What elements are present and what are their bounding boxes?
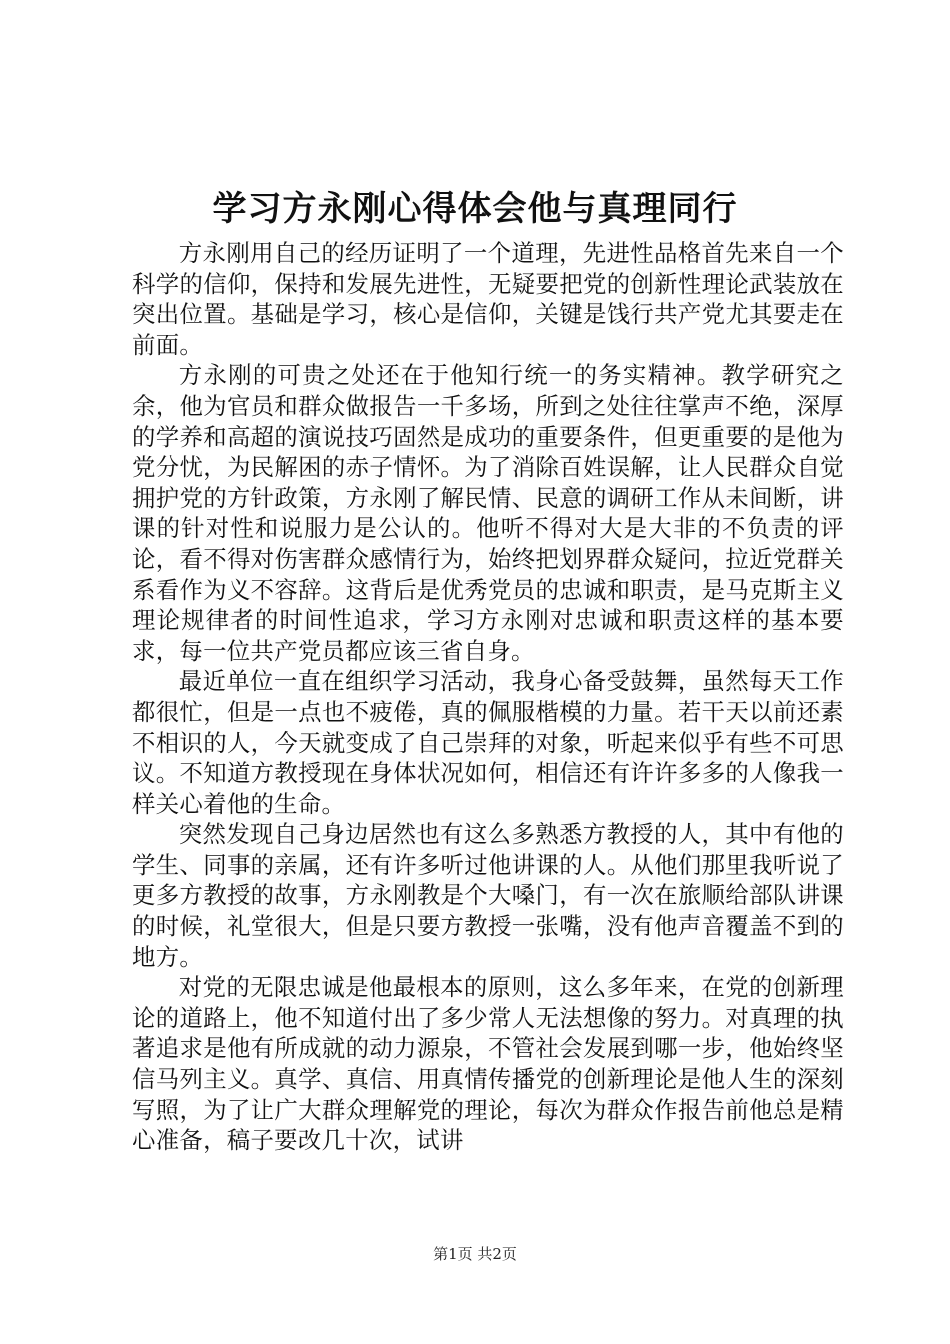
page-footer: 第1页 共2页 [433, 1245, 517, 1263]
paragraph-5: 对党的无限忠诚是他最根本的原则，这么多年来，在党的创新理论的道路上，他不知道付出了多少常人无法想像的努力。对真理的执著追求是他有所成就的动力源泉，不管社会发展到哪一步，他始终坚信马列主义。真学、真信、用真情传播党的创新理论是他人生的深刻写照，为了让广大群众理解党的理论，每次为群众作报告前他总是精心准备，稿子要改几十次，试讲 [132, 973, 844, 1155]
paragraph-4: 突然发现自己身边居然也有这么多熟悉方教授的人，其中有他的学生、同事的亲属，还有许多听过他讲课的人。从他们那里我听说了更多方教授的故事，方永刚教是个大嗓门，有一次在旅顺给部队讲课的时候，礼堂很大，但是只要方教授一张嘴，没有他声音覆盖不到的地方。 [132, 820, 844, 971]
paragraph-2: 方永刚的可贵之处还在于他知行统一的务实精神。教学研究之余，他为官员和群众做报告一千多场，所到之处往往掌声不绝，深厚的学养和高超的演说技巧固然是成功的重要条件，但更重要的是他为党分忧，为民解困的赤子情怀。为了消除百姓误解，让人民群众自觉拥护党的方针政策，方永刚了解民情、民意的调研工作从未间断，讲课的针对性和说服力是公认的。他听不得对大是大非的不负责的评论，看不得对伤害群众感情行为，始终把划界群众疑问，拉近党群关系看作为义不容辞。这背后是优秀党员的忠诚和职责，是马克斯主义理论规律者的时间性追求，学习方永刚对忠诚和职责这样的基本要求，每一位共产党员都应该三省自身。 [132, 361, 844, 665]
paragraph-3: 最近单位一直在组织学习活动，我身心备受鼓舞，虽然每天工作都很忙，但是一点也不疲倦，真的佩服楷模的力量。若干天以前还素不相识的人，今天就变成了自己崇拜的对象，听起来似乎有些不可思议。不知道方教授现在身体状况如何，相信还有许许多多的人像我一样关心着他的生命。 [132, 667, 844, 818]
document-body [132, 238, 844, 1156]
paragraph-1: 方永刚用自己的经历证明了一个道理，先进性品格首先来自一个科学的信仰，保持和发展先进性，无疑要把党的创新性理论武装放在突出位置。基础是学习，核心是信仰，关键是饯行共产党尤其要走在前面。 [132, 239, 844, 359]
document-title: 学习方永刚心得体会他与真理同行 [212, 189, 738, 229]
